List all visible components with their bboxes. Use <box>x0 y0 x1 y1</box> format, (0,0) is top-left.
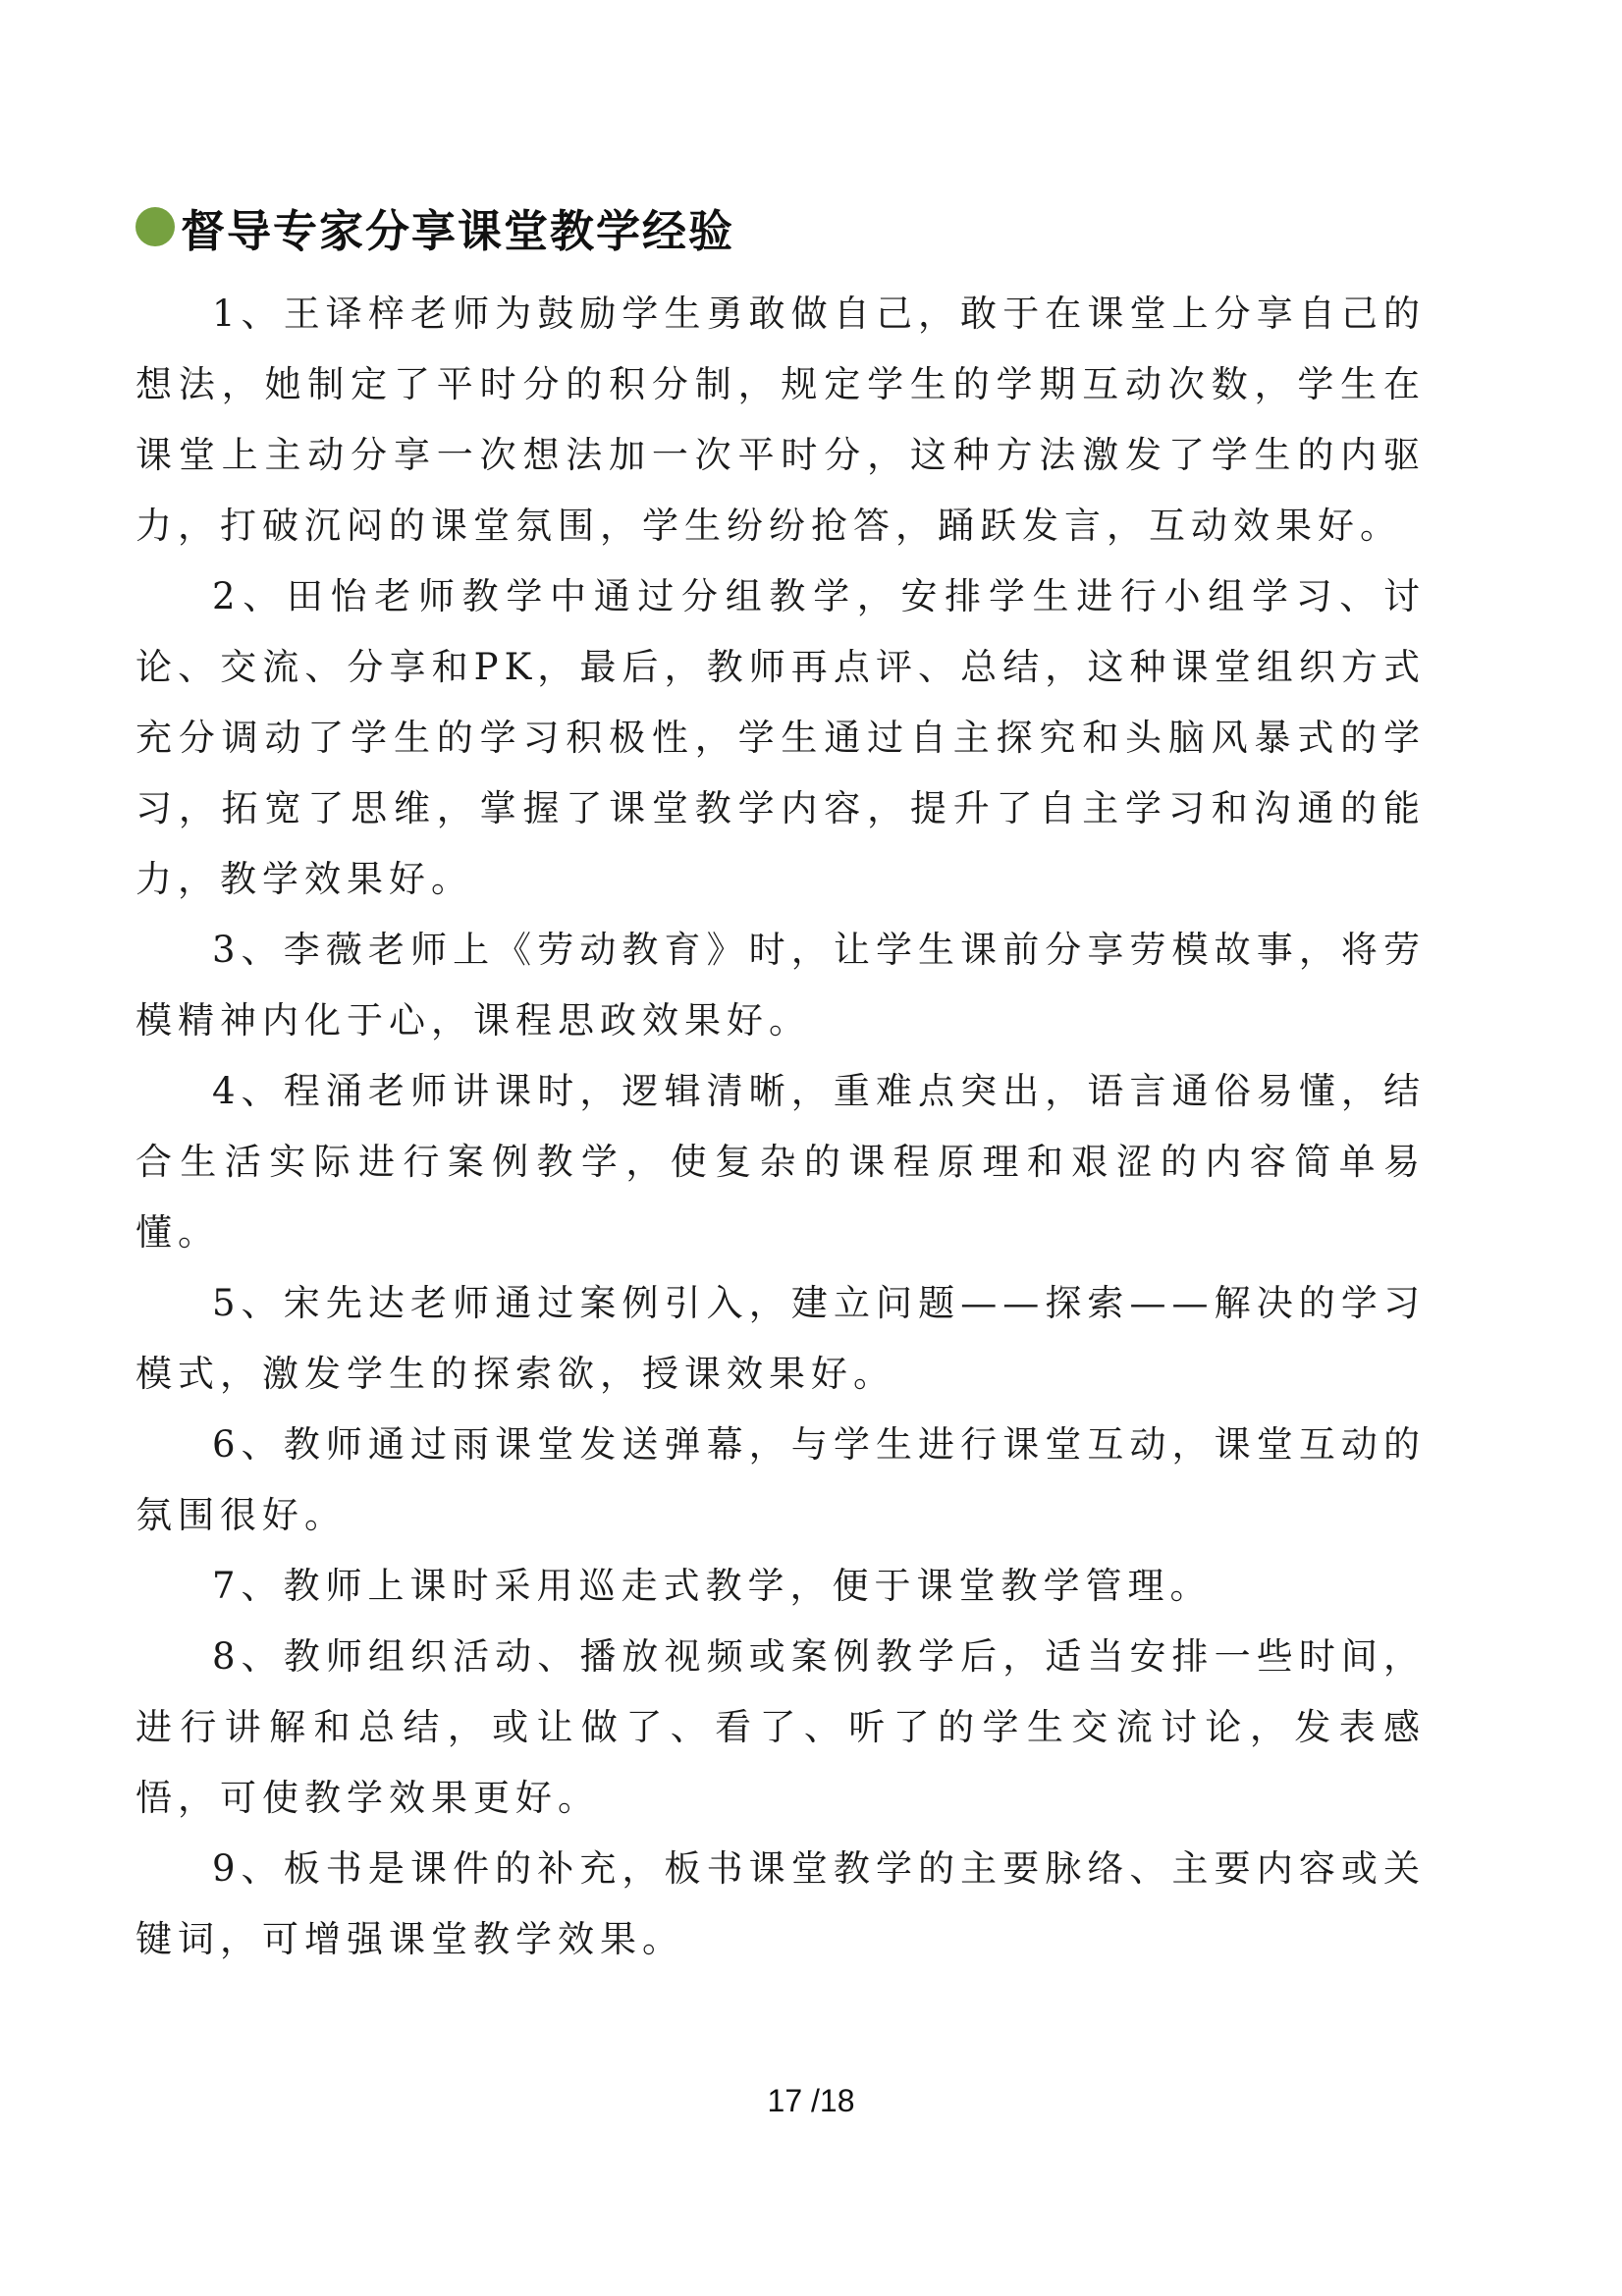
paragraph-9: 9、板书是课件的补充，板书课堂教学的主要脉络、主要内容或关键词，可增强课堂教学效果。 <box>135 1847 1426 1960</box>
section-heading <box>135 192 734 261</box>
paragraph-8: 8、教师组织活动、播放视频或案例教学后，适当安排一些时间，进行讲解和总结，或让做了、看了、听了的学生交流讨论，发表感悟，可使教学效果更好。 <box>135 1635 1426 1819</box>
paragraph-3: 3、李薇老师上《劳动教育》时，让学生课前分享劳模故事，将劳模精神内化于心，课程思政效果好。 <box>135 929 1426 1041</box>
paragraph-2: 2、田怡老师教学中通过分组教学，安排学生进行小组学习、讨论、交流、分享和PK，最后，教师再点评、总结，这种课堂组织方式充分调动了学生的学习积极性，学生通过自主探究和头脑风暴式的学习，拓宽了思维，掌握了课堂教学内容，提升了自主学习和沟通的能力，教学效果好。 <box>135 575 1426 900</box>
paragraph-7: 7、教师上课时采用巡走式教学，便于课堂教学管理。 <box>212 1565 1213 1607</box>
body-text <box>135 279 1426 1975</box>
section-title: 督导专家分享课堂教学经验 <box>181 204 735 257</box>
paragraph-1: 1、王译梓老师为鼓励学生勇敢做自己，敢于在课堂上分享自己的想法，她制定了平时分的积分制，规定学生的学期互动次数，学生在课堂上主动分享一次想法加一次平时分，这种方法激发了学生的内驱力，打破沉闷的课堂氛围，学生纷纷抢答，踊跃发言，互动效果好。 <box>135 293 1426 547</box>
paragraph-5: 5、宋先达老师通过案例引入，建立问题——探索——解决的学习模式，激发学生的探索欲，授课效果好。 <box>135 1282 1426 1395</box>
paragraph-6: 6、教师通过雨课堂发送弹幕，与学生进行课堂互动，课堂互动的氛围很好。 <box>135 1423 1426 1536</box>
paragraph-4: 4、程涌老师讲课时，逻辑清晰，重难点突出，语言通俗易懂，结合生活实际进行案例教学，使复杂的课程原理和艰涩的内容简单易懂。 <box>135 1070 1426 1254</box>
page-number: 17 /18 <box>767 2083 855 2118</box>
green-bullet-icon <box>135 207 175 246</box>
